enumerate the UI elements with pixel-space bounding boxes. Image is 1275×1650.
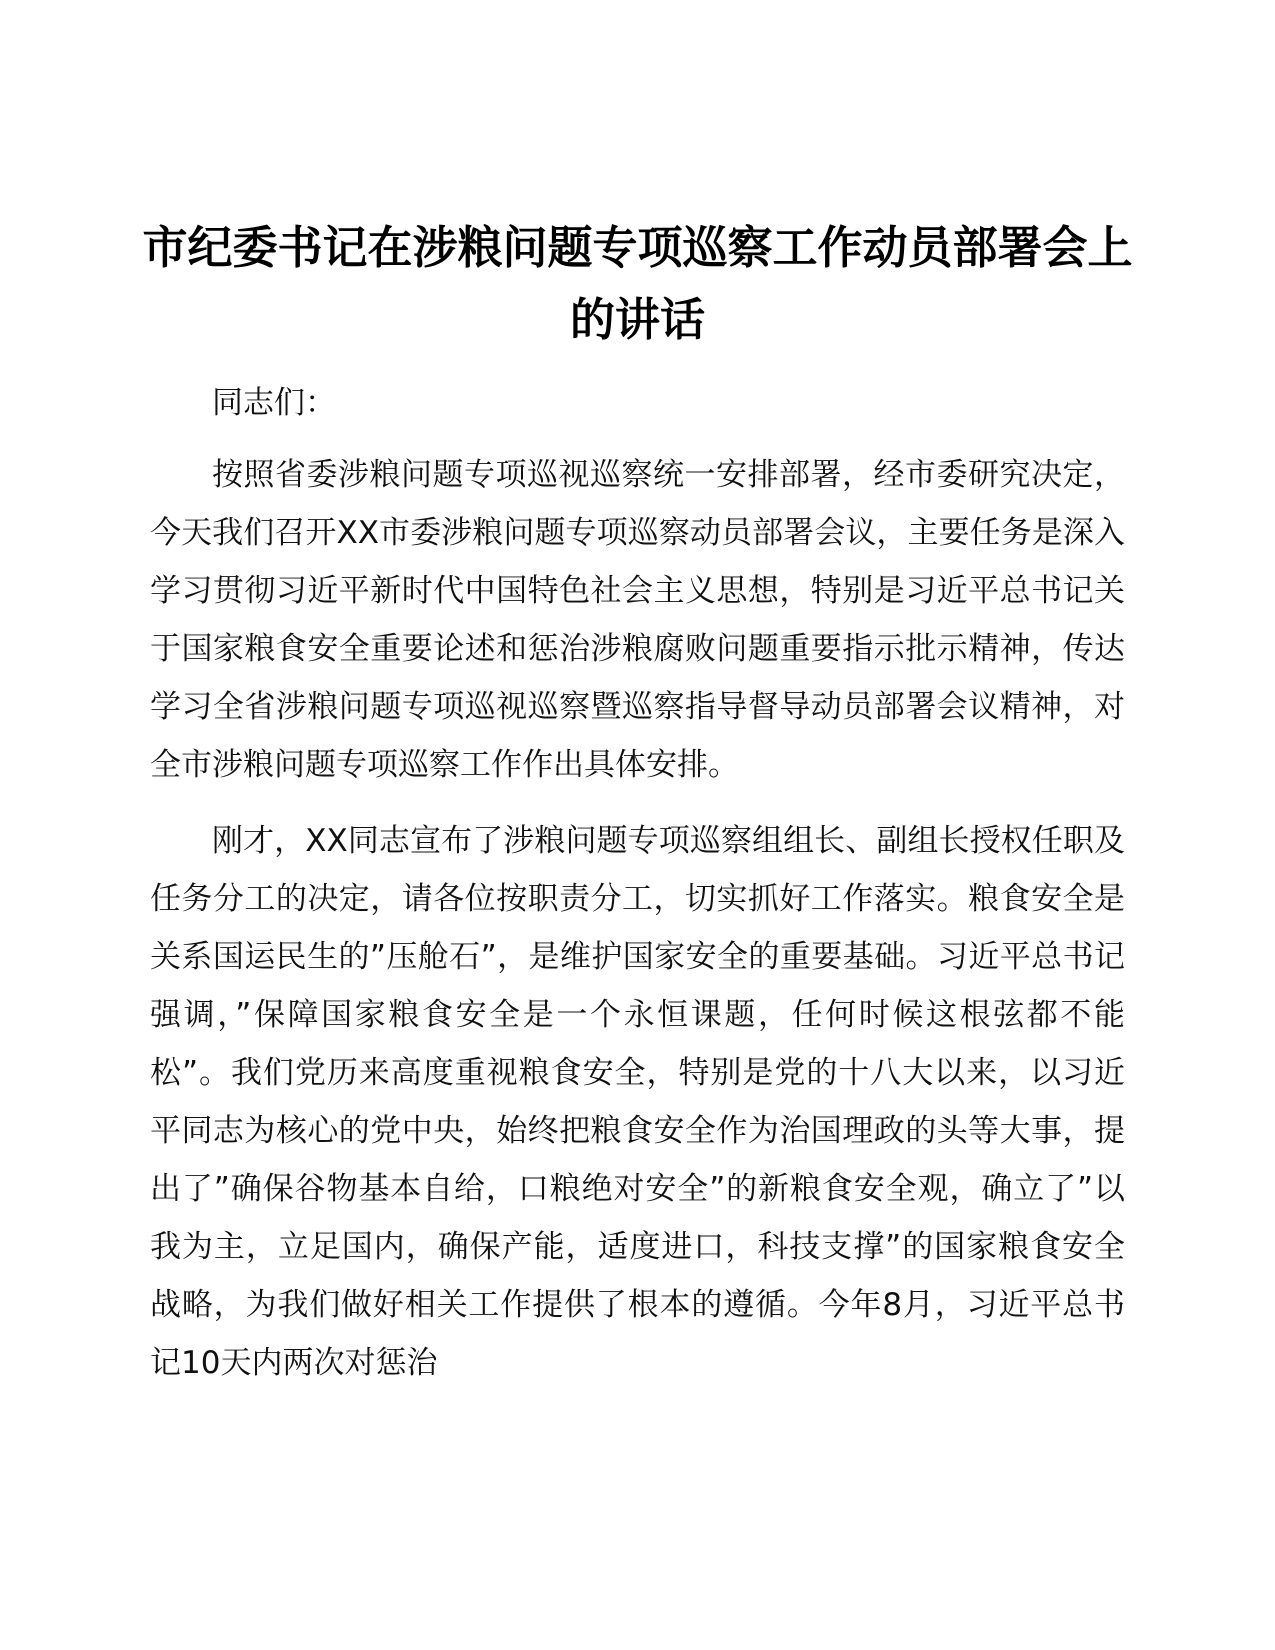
greeting: 同志们：	[212, 385, 336, 421]
paragraph-1: 按照省委涉粮问题专项巡视巡察统一安排部署，经市委研究决定，今天我们召开XX市委涉粮问题专项巡察动员部署会议，主要任务是深入学习贯彻习近平新时代中国特色社会主义思想，特别是习近平总书记关于国家粮食安全重要论述和惩治涉粮腐败问题重要指示批示精神，传达学习全省涉粮问题专项巡视巡察暨巡察指导督导动员部署会议精神，对全市涉粮问题专项巡察工作作出具体安排。	[150, 457, 1125, 783]
document-body	[150, 374, 1125, 1410]
document-title: 市纪委书记在涉粮问题专项巡察工作动员部署会上的讲话	[142, 221, 1133, 346]
paragraph-2: 刚才，XX同志宣布了涉粮问题专项巡察组组长、副组长授权任职及任务分工的决定，请各位按职责分工，切实抓好工作落实。粮食安全是关系国运民生的”压舱石”，是维护国家安全的重要基础。习近平总书记强调，”保障国家粮食安全是一个永恒课题，任何时候这根弦都不能松”。我们党历来高度重视粮食安全，特别是党的十八大以来，以习近平同志为核心的党中央，始终把粮食安全作为治国理政的头等大事，提出了”确保谷物基本自给，口粮绝对安全”的新粮食安全观，确立了”以我为主，立足国内，确保产能，适度进口，科技支撑”的国家粮食安全战略，为我们做好相关工作提供了根本的遵循。今年8月，习近平总书记10天内两次对惩治	[150, 823, 1125, 1381]
